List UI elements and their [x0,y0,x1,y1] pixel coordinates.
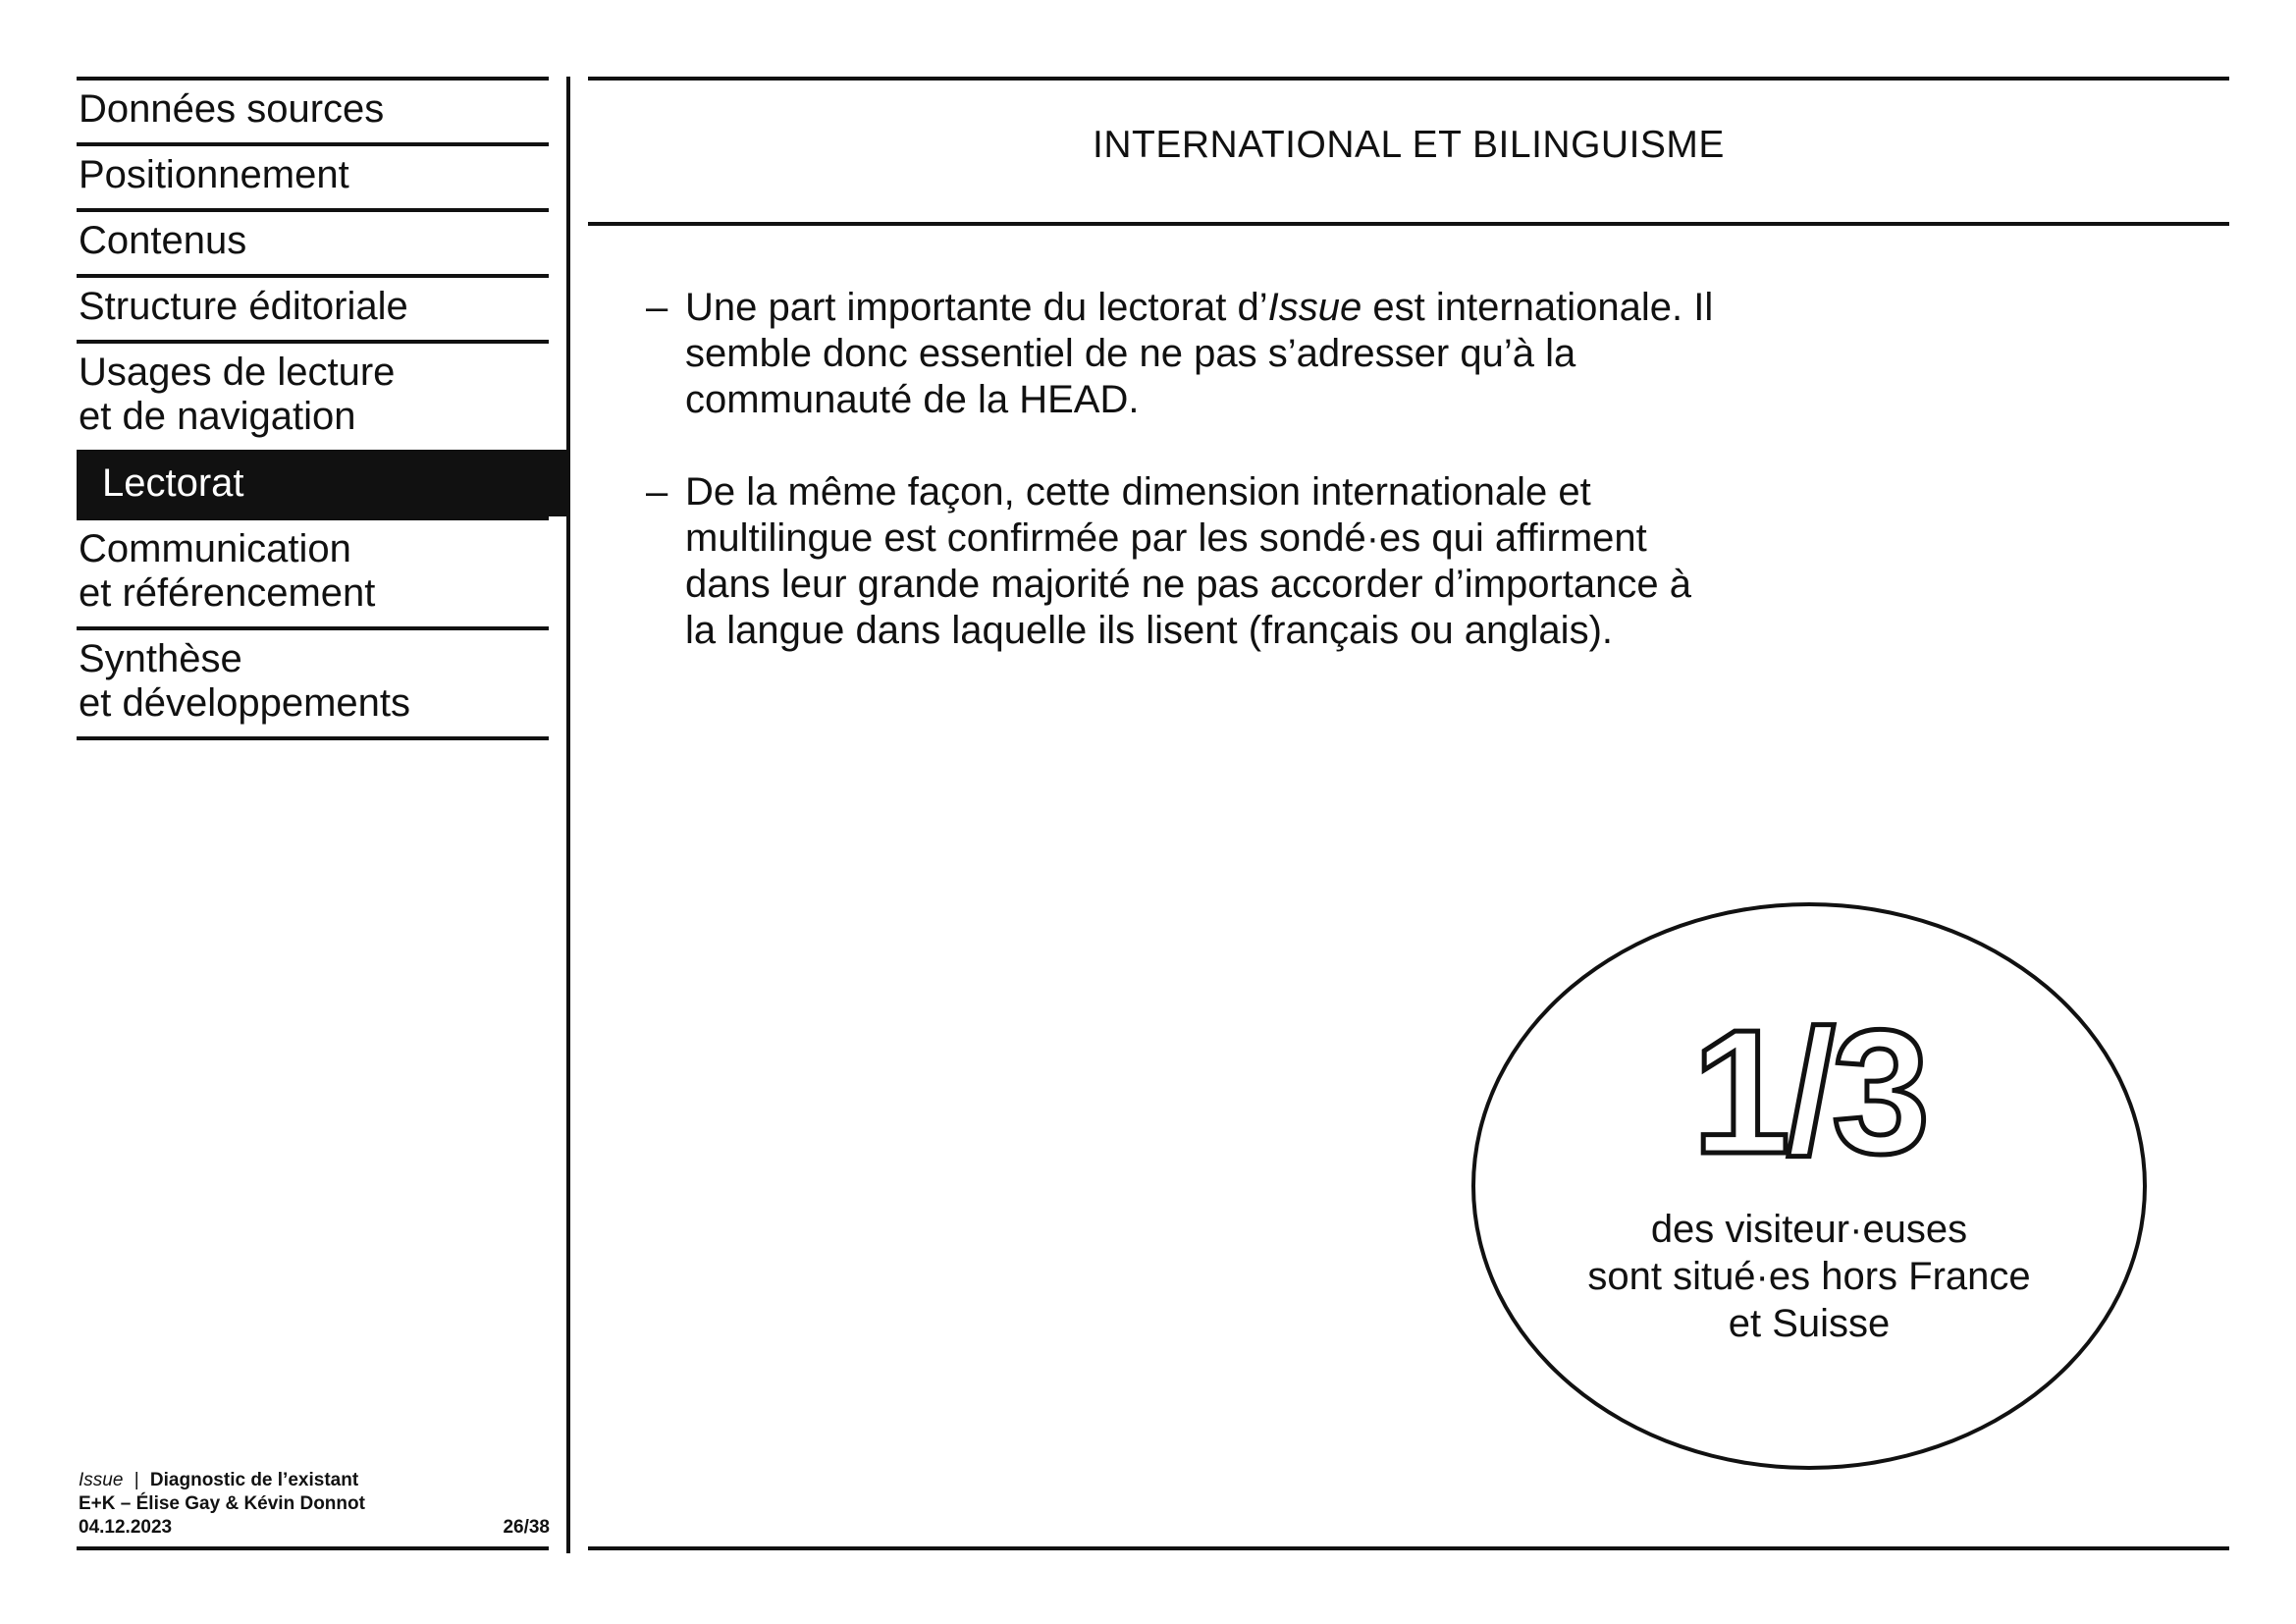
bullet-item [646,469,1726,654]
stat-ellipse [1471,902,2147,1470]
bullet-text-after: est internationale. Il semble donc essentiel de ne pas s’adresser qu’à la communauté de la HEAD. [685,286,1714,421]
publication-name: Issue [1267,286,1362,329]
nav-item-usages[interactable] [77,340,549,450]
bullet-dash: – [646,286,668,329]
page-footer [79,1469,550,1540]
bullet-text-before: Une part importante du lectorat d’ [685,286,1268,329]
nav-item-label: Structure éditoriale [79,285,408,328]
footer-rule [77,1546,549,1550]
nav-item-label: Lectorat [102,461,244,505]
vertical-divider [566,77,570,1553]
header-top-rule [588,77,2229,81]
nav-item-label: Synthèse et développements [79,637,411,725]
nav-item-contenus[interactable] [77,208,549,274]
nav-item-label: Communication et référencement [79,527,376,615]
nav-item-communication[interactable] [77,516,549,626]
section-navigation [77,77,549,740]
nav-item-lectorat-active[interactable] [77,450,567,516]
footer-date: 04.12.2023 [79,1517,173,1538]
bullet-text: De la même façon, cette dimension internationale et multilingue est confirmée par les sondé·es qui affirment dans leur grande majorité ne pas accorder d’importance à la langue dans laquelle ils lisent (français ou anglais). [685,470,1692,652]
nav-item-synthese[interactable] [77,626,549,736]
stat-caption: des visiteur·euses sont situé·es hors France et Suisse [1587,1208,2031,1345]
stat-value: 1/3 [1691,994,1927,1191]
bullet-list [646,285,1726,700]
nav-item-label: Données sources [79,87,385,131]
nav-bottom-rule [77,736,549,740]
main-bottom-rule [588,1546,2229,1550]
nav-item-positionnement[interactable] [77,142,549,208]
footer-authors: E+K – Élise Gay & Kévin Donnot [79,1493,365,1514]
footer-separator: | [133,1470,139,1490]
section-title: INTERNATIONAL ET BILINGUISME [1093,124,1725,166]
nav-item-label: Contenus [79,219,247,262]
nav-item-donnees-sources[interactable] [77,77,549,142]
bullet-item [646,285,1726,423]
footer-line-title [79,1469,550,1492]
bullet-dash: – [646,470,668,514]
nav-item-label: Usages de lecture et de navigation [79,351,396,438]
footer-publication: Issue [79,1470,124,1490]
nav-item-label: Positionnement [79,153,349,196]
page-number: 26/38 [503,1517,550,1538]
footer-document: Diagnostic de l’existant [149,1470,359,1490]
header-bottom-rule [588,222,2229,226]
nav-item-structure-editoriale[interactable] [77,274,549,340]
